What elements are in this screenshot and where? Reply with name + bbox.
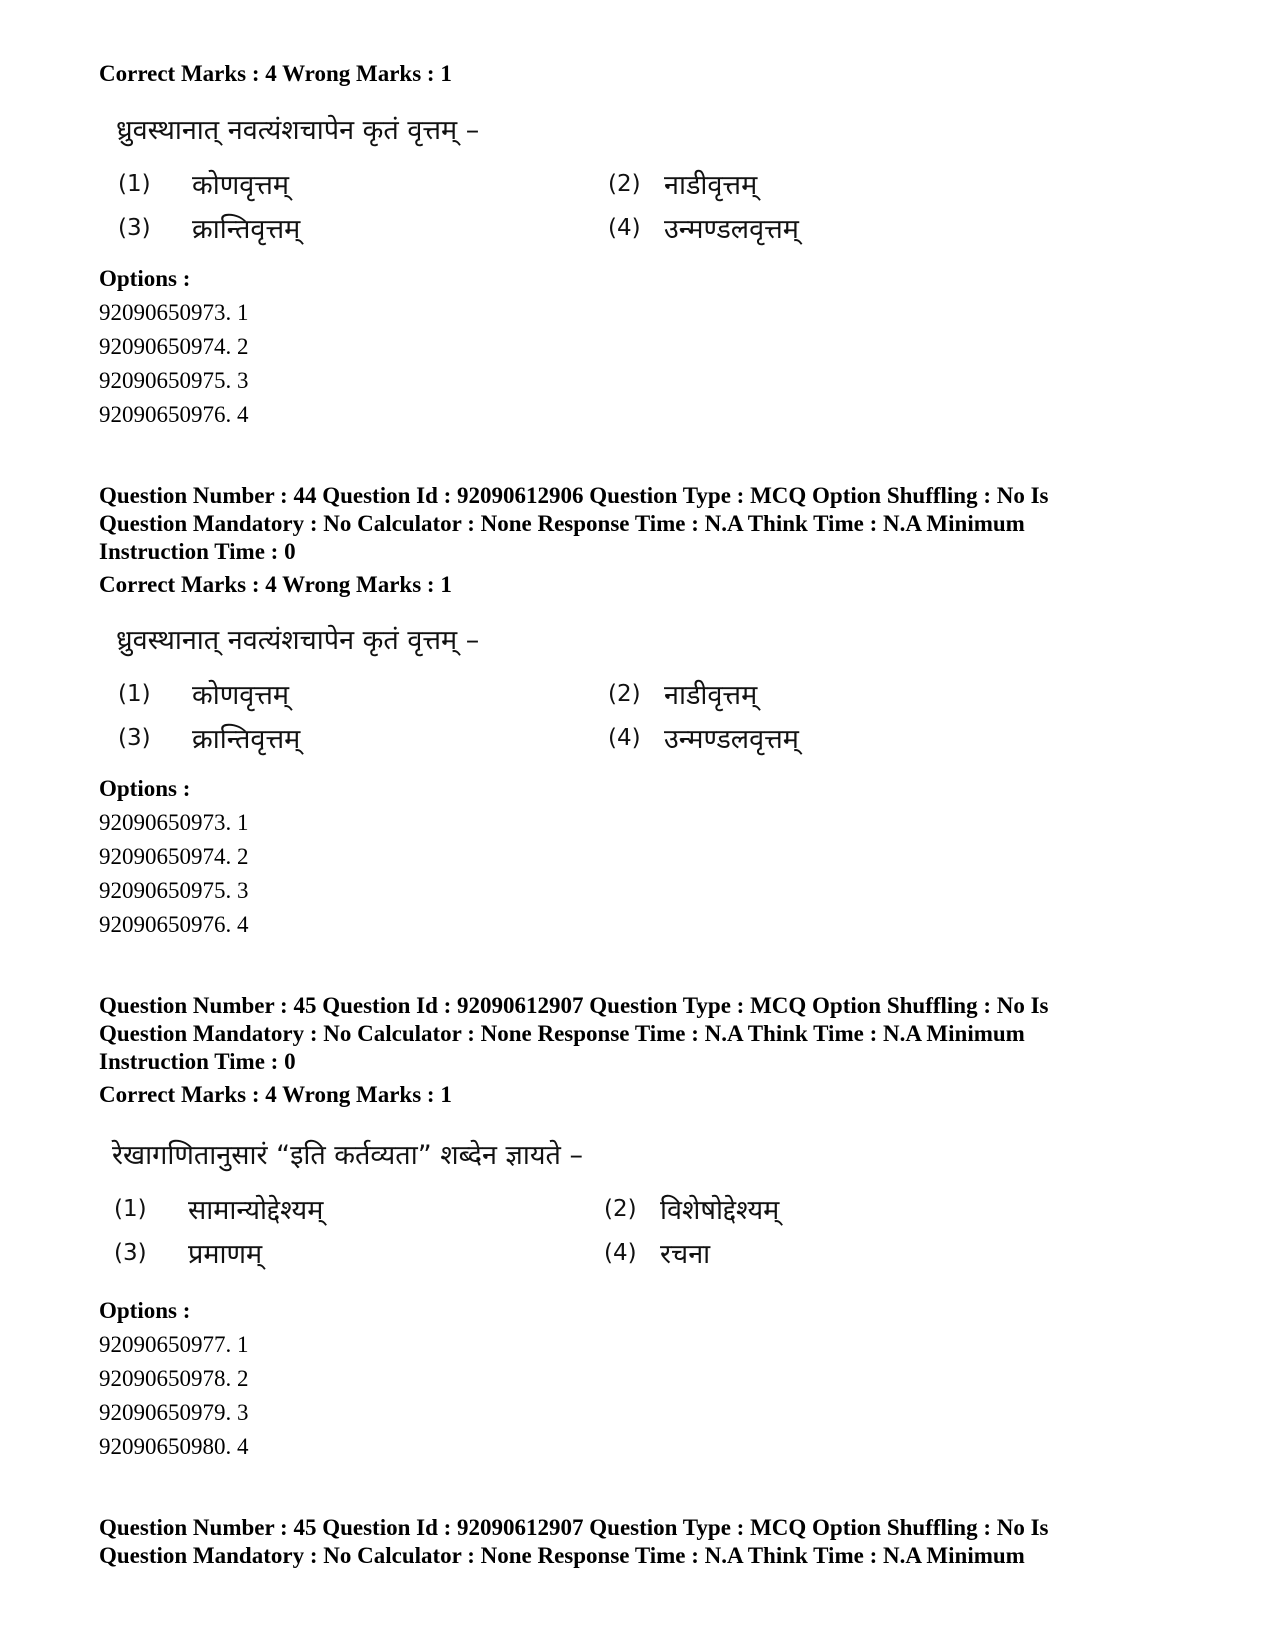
choice-text: क्रान्तिवृत्तम् bbox=[192, 214, 301, 245]
choice-number: (2) bbox=[608, 681, 641, 707]
choice-number: (3) bbox=[118, 215, 151, 241]
options-label: Options : bbox=[99, 1298, 191, 1323]
choice-number: (4) bbox=[608, 725, 641, 751]
options-label: Options : bbox=[99, 776, 191, 801]
question-header-line: Question Number : 45 Question Id : 92090612907 Question Type : MCQ Option Shuffling : No Is bbox=[99, 993, 1049, 1018]
choice-number: (1) bbox=[118, 681, 151, 707]
choice-number: (2) bbox=[604, 1196, 637, 1222]
choice-number: (3) bbox=[114, 1240, 147, 1266]
question-header-line: Question Mandatory : No Calculator : None Response Time : N.A Think Time : N.A Minimum bbox=[99, 1543, 1025, 1568]
question-header-line: Question Mandatory : No Calculator : None Response Time : N.A Think Time : N.A Minimum bbox=[99, 1021, 1025, 1046]
choice-text: उन्मण्डलवृत्तम् bbox=[664, 214, 799, 245]
question-header-line: Question Number : 45 Question Id : 92090612907 Question Type : MCQ Option Shuffling : No Is bbox=[99, 1515, 1049, 1540]
option-line: 92090650978. 2 bbox=[99, 1366, 249, 1391]
choice-text: नाडीवृत्तम् bbox=[664, 680, 758, 711]
choice-text: रचना bbox=[660, 1239, 711, 1270]
choice-text: कोणवृत्तम् bbox=[192, 170, 290, 201]
choice-number: (1) bbox=[114, 1196, 147, 1222]
question-header-line: Question Mandatory : No Calculator : None Response Time : N.A Think Time : N.A Minimum bbox=[99, 511, 1025, 536]
option-line: 92090650974. 2 bbox=[99, 844, 249, 869]
options-label: Options : bbox=[99, 266, 191, 291]
choice-text: कोणवृत्तम् bbox=[192, 680, 290, 711]
choice-number: (2) bbox=[608, 171, 641, 197]
option-line: 92090650974. 2 bbox=[99, 334, 249, 359]
question-text: ध्रुवस्थानात् नवत्यंशचापेन कृतं वृत्तम् – bbox=[116, 625, 480, 656]
option-line: 92090650973. 1 bbox=[99, 810, 249, 835]
question-header-line: Question Number : 44 Question Id : 92090612906 Question Type : MCQ Option Shuffling : No Is bbox=[99, 483, 1049, 508]
option-line: 92090650973. 1 bbox=[99, 300, 249, 325]
option-line: 92090650976. 4 bbox=[99, 912, 249, 937]
question-text: ध्रुवस्थानात् नवत्यंशचापेन कृतं वृत्तम् – bbox=[116, 115, 480, 146]
choice-text: सामान्योद्देश्यम् bbox=[188, 1195, 324, 1226]
option-line: 92090650979. 3 bbox=[99, 1400, 249, 1425]
choice-text: विशेषोद्देश्यम् bbox=[660, 1195, 780, 1226]
question-text: रेखागणितानुसारं “इति कर्तव्यता” शब्देन ज्ञायते – bbox=[112, 1140, 583, 1171]
correct-marks-line: Correct Marks : 4 Wrong Marks : 1 bbox=[99, 1082, 452, 1107]
choice-number: (1) bbox=[118, 171, 151, 197]
question-header-line: Instruction Time : 0 bbox=[99, 539, 296, 564]
choice-text: उन्मण्डलवृत्तम् bbox=[664, 724, 799, 755]
option-line: 92090650976. 4 bbox=[99, 402, 249, 427]
choice-text: नाडीवृत्तम् bbox=[664, 170, 758, 201]
option-line: 92090650975. 3 bbox=[99, 368, 249, 393]
choice-number: (4) bbox=[604, 1240, 637, 1266]
choice-number: (4) bbox=[608, 215, 641, 241]
correct-marks-line: Correct Marks : 4 Wrong Marks : 1 bbox=[99, 572, 452, 597]
option-line: 92090650975. 3 bbox=[99, 878, 249, 903]
option-line: 92090650980. 4 bbox=[99, 1434, 249, 1459]
choice-text: प्रमाणम् bbox=[188, 1239, 263, 1270]
choice-number: (3) bbox=[118, 725, 151, 751]
choice-text: क्रान्तिवृत्तम् bbox=[192, 724, 301, 755]
option-line: 92090650977. 1 bbox=[99, 1332, 249, 1357]
question-header-line: Instruction Time : 0 bbox=[99, 1049, 296, 1074]
correct-marks-line: Correct Marks : 4 Wrong Marks : 1 bbox=[99, 61, 452, 86]
